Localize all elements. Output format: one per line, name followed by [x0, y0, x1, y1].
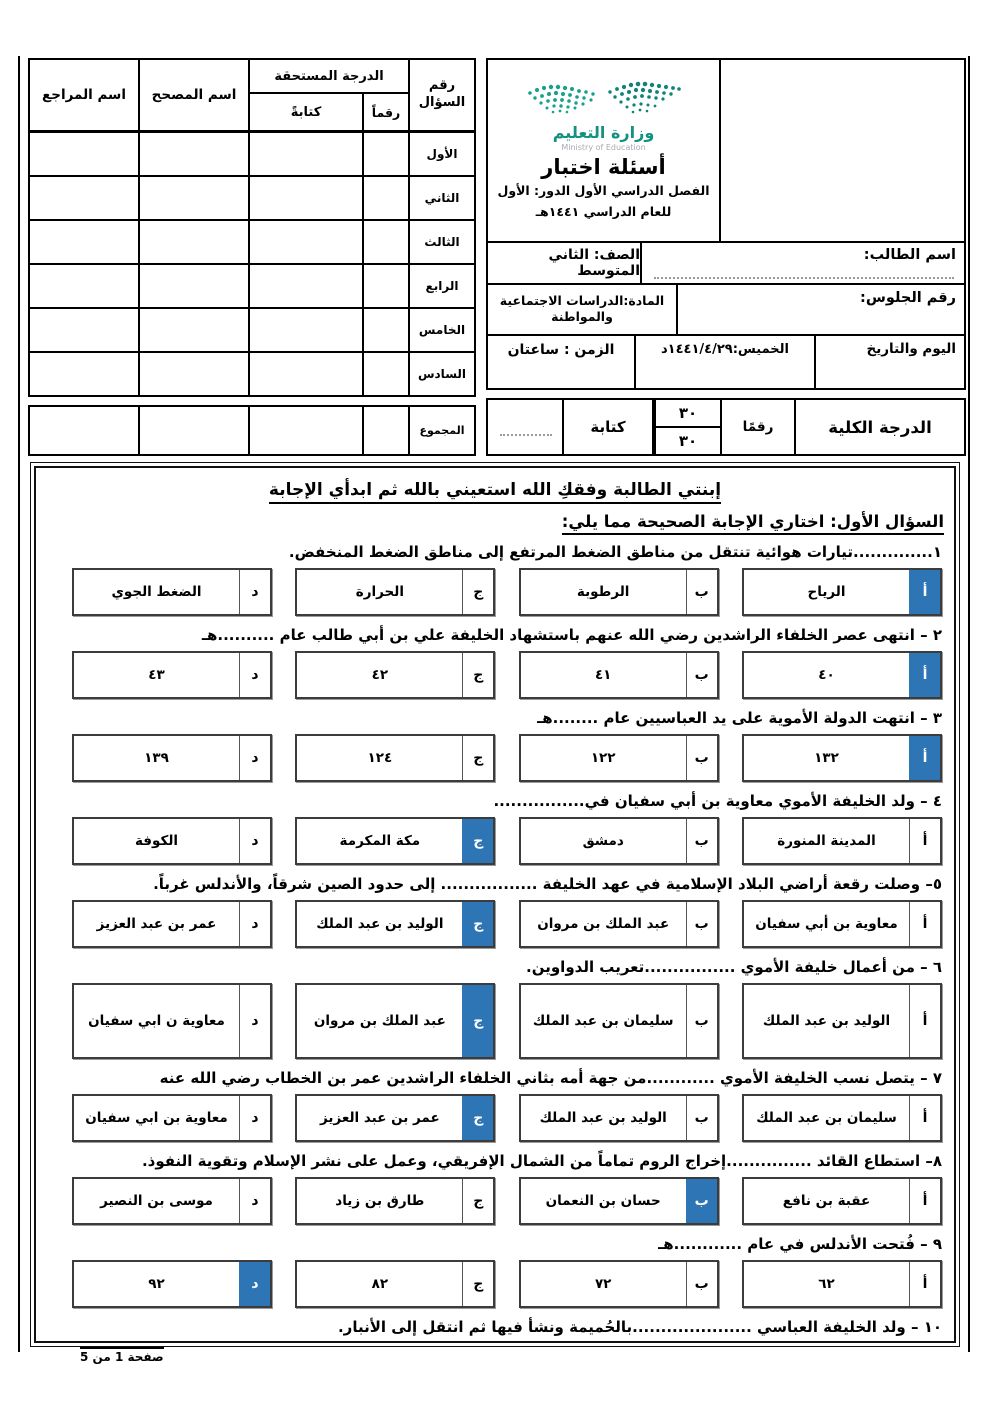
questions-box [34, 466, 956, 1343]
question-6 [46, 958, 944, 1059]
page-edge-rule-left [18, 56, 20, 1352]
option-d [72, 817, 272, 865]
reviewer-cell [30, 265, 138, 307]
option-letter: أ [909, 570, 940, 614]
greeting-line: إبنتي الطالبة وفقكِ الله استعيني بالله ثم ابدأي الإجابة [46, 480, 944, 500]
corrector-cell [138, 133, 248, 175]
option-text: معاوية بن ابي سفيان [85, 1110, 228, 1126]
options-row [72, 900, 942, 948]
question-number-header: رقم السؤال [408, 60, 474, 130]
option-text: ٤٢ [371, 667, 389, 683]
option-letter: ب [686, 985, 717, 1057]
grade-written-header: كتابةً [290, 104, 322, 120]
option-letter: ب [686, 570, 717, 614]
option-letter: ج [462, 1262, 493, 1306]
ministry-name-arabic: وزارة التعليم [552, 123, 655, 143]
question-text: ٨– استطاع القائد ...............إخراج الروم تماماً من الشمال الإفريقي، وعمل على نشر الإسلام وتقوية النفوذ. [141, 1152, 942, 1170]
option-a [742, 983, 942, 1059]
question-4 [46, 792, 944, 865]
option-letter: د [239, 1262, 270, 1306]
corrector-cell [138, 309, 248, 351]
question-8 [46, 1152, 944, 1225]
option-letter: د [239, 902, 270, 946]
option-letter: ب [686, 1179, 717, 1223]
grading-total-row [28, 405, 476, 456]
reviewer-cell [30, 353, 138, 395]
option-b [519, 1094, 719, 1142]
grading-row-2 [30, 177, 474, 221]
option-text: ٦٢ [818, 1276, 835, 1292]
numeric-grade-cell [362, 177, 408, 219]
option-text: ١٣٢ [814, 750, 839, 766]
option-a [742, 900, 942, 948]
option-text: ١٢٤ [367, 750, 393, 766]
reviewer-cell [30, 177, 138, 219]
option-c [295, 1094, 495, 1142]
option-text: الضغط الجوي [111, 584, 202, 600]
option-letter: ج [462, 1179, 493, 1223]
ministry-logo-icon [524, 79, 684, 121]
option-d [72, 1177, 272, 1225]
option-text: عقبة بن نافع [782, 1193, 871, 1209]
option-text: الوليد بن عبد الملك [539, 1110, 667, 1126]
option-b [519, 568, 719, 616]
question-text: ٧ – يتصل نسب الخليفة الأموي ............من جهة أمه بثاني الخلفاء الراشدين عمر بن الخطاب رضي الله عنه [159, 1069, 942, 1087]
option-letter: أ [909, 1179, 940, 1223]
grading-row-4 [30, 265, 474, 309]
numeric-grade-top: ٣٠ [656, 400, 720, 428]
option-letter: أ [909, 985, 940, 1057]
options-row [72, 983, 942, 1059]
question-10 [46, 1318, 944, 1336]
written-grade-cell [248, 353, 362, 395]
option-letter: ب [686, 902, 717, 946]
option-b [519, 900, 719, 948]
reviewer-total-cell [30, 407, 138, 454]
question-text: ٤ – ولد الخليفة الأموي معاوية بن أبي سفيان في................ [493, 792, 942, 810]
option-b [519, 1177, 719, 1225]
school-name-empty-cell [719, 60, 964, 241]
option-text: الحرارة [355, 584, 404, 600]
option-letter: ج [462, 653, 493, 697]
date-value: الخميس:١٤٤١/٤/٢٩د [660, 342, 790, 358]
option-text: عبد الملك بن مروان [313, 1013, 446, 1029]
total-grade-label-cell [794, 400, 964, 454]
grading-row-label: الثالث [408, 221, 474, 263]
info-table [486, 58, 966, 390]
options-row [72, 817, 942, 865]
option-letter: أ [909, 819, 940, 863]
written-grade-cell [248, 177, 362, 219]
written-grade-fill-cell [488, 400, 562, 454]
seat-number-field [676, 285, 964, 335]
numeric-grade-cell [362, 221, 408, 263]
option-letter: ج [462, 1096, 493, 1140]
option-letter: ج [462, 570, 493, 614]
option-b [519, 734, 719, 782]
total-grade-table [486, 398, 966, 456]
option-letter: د [239, 1179, 270, 1223]
option-letter: ب [686, 653, 717, 697]
day-date-label: اليوم والتاريخ [866, 341, 956, 358]
grading-row-1 [30, 133, 474, 177]
corrector-cell [138, 221, 248, 263]
option-text: ٤٣ [148, 667, 165, 683]
student-name-label: اسم الطالب: [863, 246, 956, 263]
grading-row-5 [30, 309, 474, 353]
numeric-grade-cell [362, 133, 408, 175]
option-a [742, 1260, 942, 1308]
subject-cell [488, 285, 676, 335]
option-text: الوليد بن عبد الملك [316, 916, 444, 932]
corrector-cell [138, 265, 248, 307]
option-a [742, 568, 942, 616]
option-text: ٤١ [594, 667, 612, 683]
option-a [742, 817, 942, 865]
question-text: ٥– وصلت رقعة أراضي البلاد الإسلامية في عهد الخليفة ................. إلى حدود الصين شرقاً، والأندلس غرباً. [153, 875, 942, 893]
reviewer-cell [30, 309, 138, 351]
option-a [742, 651, 942, 699]
option-letter: أ [909, 1096, 940, 1140]
written-grade-cell [248, 133, 362, 175]
time-cell [488, 336, 634, 388]
numeric-grade-cell [362, 309, 408, 351]
subject-label: المادة:الدراسات الاجتماعية والمواطنة [499, 292, 665, 325]
reviewer-cell [30, 221, 138, 263]
option-letter: ب [686, 736, 717, 780]
question-5 [46, 875, 944, 948]
page-edge-rule-right [968, 56, 970, 1352]
option-letter: د [239, 985, 270, 1057]
time-label: الزمن : ساعتان [507, 342, 615, 359]
option-a [742, 734, 942, 782]
option-text: الوليد بن عبد الملك [762, 1013, 891, 1029]
option-text: موسى بن النصير [100, 1193, 213, 1209]
written-total-cell [248, 407, 362, 454]
reviewer-cell [30, 133, 138, 175]
option-d [72, 568, 272, 616]
option-text: المدينة المنورة [777, 833, 876, 849]
option-text: ٤٠ [818, 667, 835, 683]
option-a [742, 1094, 942, 1142]
option-text: الرياح [807, 584, 846, 600]
option-letter: ب [686, 819, 717, 863]
question-2 [46, 626, 944, 699]
option-text: ٧٢ [594, 1276, 612, 1292]
option-text: معاوية ن ابي سفيان [88, 1013, 225, 1029]
class-cell [488, 243, 640, 283]
option-c [295, 651, 495, 699]
header-info-section [486, 58, 966, 456]
option-letter: ج [462, 902, 493, 946]
date-value-cell [634, 336, 814, 388]
option-letter: د [239, 570, 270, 614]
reviewer-name-header: اسم المراجع [42, 87, 126, 103]
option-d [72, 651, 272, 699]
question-text: ١٠ – ولد الخليفة العباسي .....................بالحُميمة ونشأ فيها ثم انتقل إلى الأنبار. [337, 1318, 942, 1336]
grading-section [28, 58, 476, 456]
numeric-grade-values [652, 400, 720, 454]
question-text: ٢ – انتهى عصر الخلفاء الراشدين رضي الله عنهم باستشهاد الخليفة علي بن أبي طالب عام ..........هـ [201, 626, 942, 644]
option-a [742, 1177, 942, 1225]
option-letter: ب [686, 1262, 717, 1306]
option-c [295, 900, 495, 948]
question-3 [46, 709, 944, 782]
student-name-field [640, 243, 964, 283]
options-row [72, 1177, 942, 1225]
numeric-grade-label: رقمًا [742, 419, 774, 435]
page-number: صفحة 1 من 5 [80, 1347, 164, 1364]
total-row-label: المجموع [408, 407, 474, 454]
option-letter: ج [462, 819, 493, 863]
student-name-fill-line [654, 277, 954, 279]
option-text: الكوفة [135, 833, 179, 849]
class-label: الصف: الثاني المتوسط [548, 246, 640, 279]
option-text: سليمان بن عبد الملك [532, 1013, 674, 1029]
grading-row-6 [30, 353, 474, 395]
option-d [72, 1260, 272, 1308]
ministry-name-english: Ministry of Education [561, 143, 646, 153]
day-date-cell [814, 336, 964, 388]
options-row [72, 651, 942, 699]
option-letter: د [239, 1096, 270, 1140]
question-7 [46, 1069, 944, 1142]
option-d [72, 983, 272, 1059]
options-row [72, 1094, 942, 1142]
options-row [72, 734, 942, 782]
written-grade-cell [248, 309, 362, 351]
grading-row-label: الرابع [408, 265, 474, 307]
total-grade-label: الدرجة الكلية [828, 417, 932, 437]
option-c [295, 1260, 495, 1308]
option-c [295, 817, 495, 865]
option-c [295, 568, 495, 616]
written-grade-label: كتابة [590, 418, 626, 436]
option-letter: ج [462, 736, 493, 780]
option-letter: د [239, 653, 270, 697]
grading-table-header [30, 60, 474, 133]
option-b [519, 817, 719, 865]
option-c [295, 734, 495, 782]
seat-number-label: رقم الجلوس: [860, 289, 956, 306]
option-text: عمر بن عبد العزيز [320, 1110, 440, 1126]
option-text: ٨٢ [371, 1276, 389, 1292]
option-text: ٩٢ [148, 1276, 165, 1292]
corrector-total-cell [138, 407, 248, 454]
question-9 [46, 1235, 944, 1308]
option-letter: د [239, 819, 270, 863]
question-text: ٩ – فُتحت الأندلس في عام ............هـ [658, 1235, 942, 1253]
option-text: ١٢٢ [590, 750, 616, 766]
grading-table [28, 58, 476, 397]
grading-row-3 [30, 221, 474, 265]
numeric-grade-cell [362, 265, 408, 307]
option-text: عبد الملك بن مروان [537, 916, 670, 932]
written-grade-cell [248, 265, 362, 307]
corrector-cell [138, 353, 248, 395]
exam-header [28, 58, 966, 456]
exam-term-line: الفصل الدراسي الأول الدور: الأول [497, 183, 710, 199]
grade-numeric-header: رقماً [362, 94, 408, 130]
option-text: الرطوبة [576, 584, 630, 600]
option-text: معاوية بن أبي سفيان [755, 916, 898, 932]
option-letter: أ [909, 902, 940, 946]
grade-header-group [248, 60, 408, 130]
option-d [72, 734, 272, 782]
corrector-cell [138, 177, 248, 219]
exam-title: أسئلة اختبار [541, 155, 666, 180]
question-text: ١..............تيارات هوائية تنتقل من مناطق الضغط المرتفع إلى مناطق الضغط المنخفض. [288, 543, 942, 561]
option-c [295, 983, 495, 1059]
option-d [72, 1094, 272, 1142]
question-1 [46, 543, 944, 616]
option-d [72, 900, 272, 948]
option-text: ١٣٩ [144, 750, 169, 766]
grade-header: الدرجة المستحقة [250, 60, 408, 94]
section-title: السؤال الأول: اختاري الإجابة الصحيحة مما يلي: [46, 512, 944, 531]
corrector-name-header: اسم المصحح [138, 60, 248, 130]
option-c [295, 1177, 495, 1225]
option-text: دمشق [582, 833, 624, 849]
written-grade-cell [248, 221, 362, 263]
grading-row-label: الأول [408, 133, 474, 175]
option-text: مكة المكرمة [339, 833, 421, 849]
option-b [519, 1260, 719, 1308]
option-text: طارق بن زياد [335, 1193, 425, 1209]
numeric-grade-label-cell [720, 400, 794, 454]
written-grade-fill-line [500, 434, 552, 436]
option-text: سليمان بن عبد الملك [756, 1110, 897, 1126]
numeric-grade-bottom: ٣٠ [678, 432, 698, 450]
option-letter: أ [909, 736, 940, 780]
written-grade-label-cell [562, 400, 652, 454]
option-b [519, 651, 719, 699]
option-text: عمر بن عبد العزيز [96, 916, 217, 932]
option-letter: أ [909, 1262, 940, 1306]
grading-row-label: الخامس [408, 309, 474, 351]
numeric-grade-cell [362, 353, 408, 395]
options-row [72, 568, 942, 616]
option-b [519, 983, 719, 1059]
option-letter: د [239, 736, 270, 780]
options-row [72, 1260, 942, 1308]
exam-year-line: للعام الدراسي ١٤٤١هـ [535, 204, 672, 220]
question-text: ٣ – انتهت الدولة الأموية على يد العباسيين عام ........هـ [537, 709, 942, 727]
grading-row-label: السادس [408, 353, 474, 395]
numeric-total-cell [362, 407, 408, 454]
option-letter: ب [686, 1096, 717, 1140]
option-letter: أ [909, 653, 940, 697]
option-letter: ج [462, 985, 493, 1057]
grading-row-label: الثاني [408, 177, 474, 219]
question-text: ٦ – من أعمال خليفة الأموي ................تعريب الدواوين. [526, 958, 942, 976]
option-text: حسان بن النعمان [545, 1193, 661, 1209]
ministry-block [488, 60, 719, 241]
